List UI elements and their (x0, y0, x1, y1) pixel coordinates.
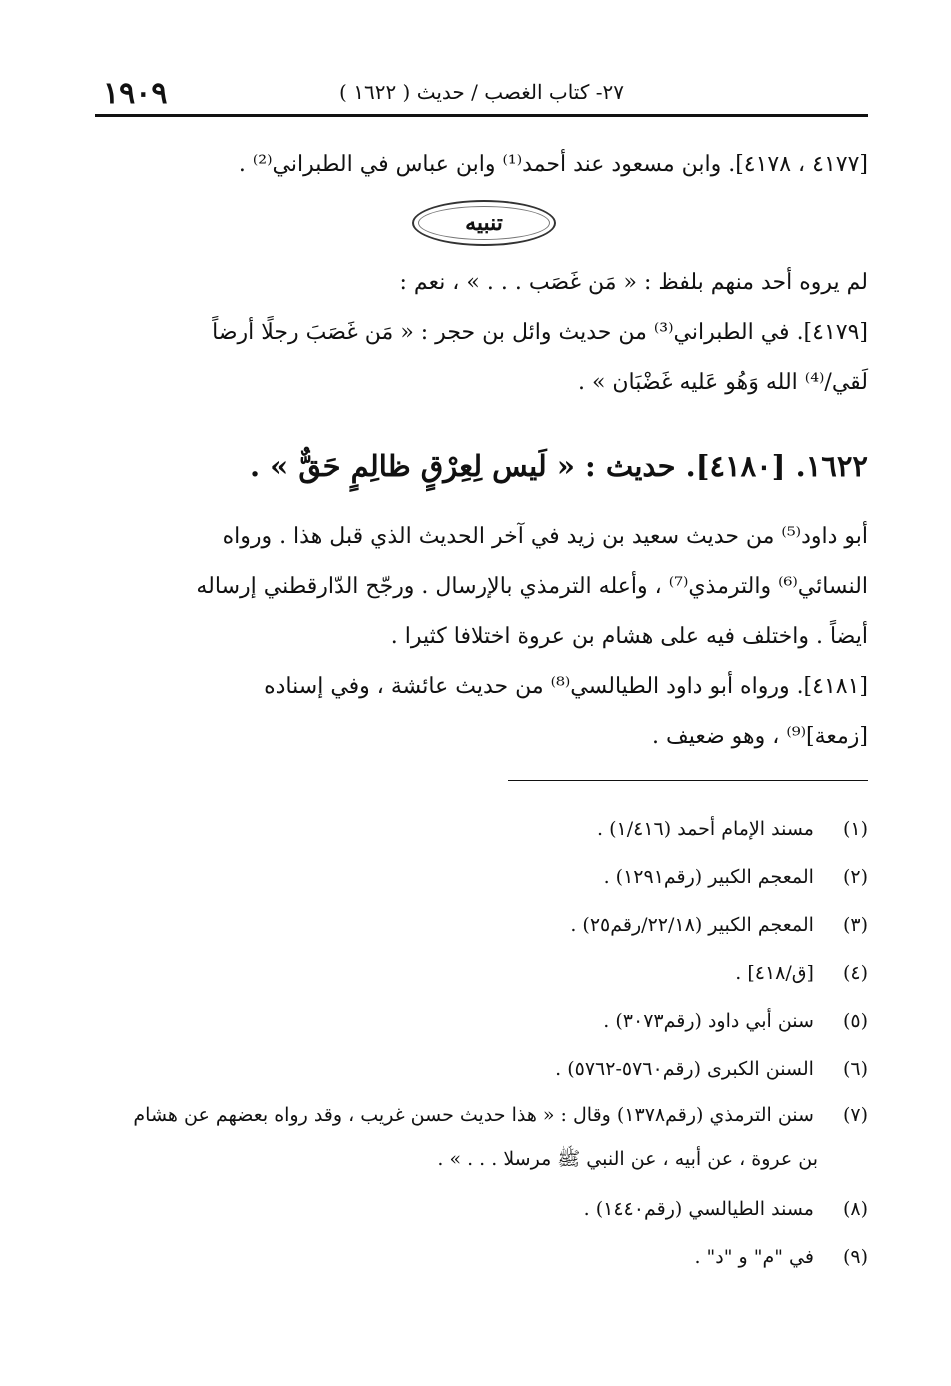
footnote-5 (95, 997, 868, 1045)
footnote-number: (٨) (842, 1198, 868, 1220)
page-header (95, 72, 868, 112)
footnote-text: سنن الترمذي (رقم١٣٧٨) وقال : « هذا حديث حسن غريب ، وقد رواه بعضهم عن هشام (133, 1104, 814, 1126)
footnote-number: (١) (842, 818, 868, 840)
tanbih-line-3: لَقي/⁽⁴⁾ الله وَهُو عَليه غَضْبَان » . (577, 370, 868, 395)
footnote-number: (٩) (842, 1246, 868, 1268)
footnote-number: (٣) (842, 914, 868, 936)
running-title: ٢٧- كتاب الغصب / حديث ( ١٦٢٢ ) (339, 80, 624, 104)
footnote-number: (٧) (842, 1104, 868, 1126)
footnote-3 (95, 901, 868, 949)
hadith-heading: ١٦٢٢. [٤١٨٠]. حديث : « لَيس لِعِرْقٍ ظالِمٍ حَقٌّ » . (249, 449, 868, 483)
commentary-line-1: أبو داود⁽⁵⁾ من حديث سعيد بن زيد في آخر الحديث الذي قبل هذا . ورواه (222, 524, 868, 549)
footnote-continuation: بن عروة ، عن أبيه ، عن النبي ﷺ مرسلا . . . » . (437, 1148, 818, 1170)
intro-line: [٤١٧٧ ، ٤١٧٨]. وابن مسعود عند أحمد⁽¹⁾ وابن عباس في الطبراني⁽²⁾ . (238, 152, 868, 177)
tanbih-paragraph (95, 258, 868, 408)
footnote-number: (٢) (842, 866, 868, 888)
footnote-text: مسند الإمام أحمد (١/٤١٦) . (597, 818, 814, 840)
footnote-text: المعجم الكبير (رقم١٢٩١) . (603, 866, 814, 888)
commentary-line-3: أيضاً . واختلف فيه على هشام بن عروة اختلافا كثيرا . (390, 624, 868, 649)
footnote-text: في "م" و "د" . (694, 1246, 814, 1268)
footnote-4 (95, 949, 868, 997)
intro-paragraph (95, 140, 868, 190)
footnote-1 (95, 805, 868, 853)
tanbih-label: تنبيه (465, 210, 503, 236)
footnote-text: المعجم الكبير (٢٢/١٨/رقم٢٥) . (570, 914, 814, 936)
footnote-rule (508, 780, 868, 781)
commentary-line-4: [٤١٨١]. ورواه أبو داود الطيالسي⁽⁸⁾ من حديث عائشة ، وفي إسناده (264, 674, 868, 699)
footnote-number: (٤) (842, 962, 868, 984)
page-number: ١٩٠٩ (103, 76, 168, 111)
footnote-text: سنن أبي داود (رقم٣٠٧٣) . (603, 1010, 814, 1032)
footnotes (95, 805, 868, 1281)
footnote-6 (95, 1045, 868, 1093)
tanbih-ornament (412, 200, 556, 246)
footnote-text: السنن الكبرى (رقم٥٧٦٠-٥٧٦٢) . (555, 1058, 814, 1080)
footnote-text: [ق/٤١٨] . (735, 962, 814, 984)
footnote-2 (95, 853, 868, 901)
header-rule (95, 114, 868, 117)
footnote-number: (٦) (842, 1058, 868, 1080)
hadith-commentary (95, 512, 868, 762)
tanbih-line-2: [٤١٧٩]. في الطبراني⁽³⁾ من حديث وائل بن حجر : « مَن غَصَبَ رجلًا أرضاً (212, 320, 868, 345)
footnote-9 (95, 1233, 868, 1281)
footnote-8 (95, 1185, 868, 1233)
footnote-7 (95, 1093, 868, 1185)
footnote-text: مسند الطيالسي (رقم١٤٤٠) . (583, 1198, 814, 1220)
footnote-number: (٥) (842, 1010, 868, 1032)
commentary-line-2: النسائي⁽⁶⁾ والترمذي⁽⁷⁾ ، وأعله الترمذي بالإرسال . ورجّح الدّارقطني إرساله (196, 574, 868, 599)
commentary-line-5: [زمعة]⁽⁹⁾ ، وهو ضعيف . (652, 724, 868, 749)
tanbih-line-1: لم يروه أحد منهم بلفظ : « مَن غَصَب . . . » ، نعم : (399, 270, 868, 295)
